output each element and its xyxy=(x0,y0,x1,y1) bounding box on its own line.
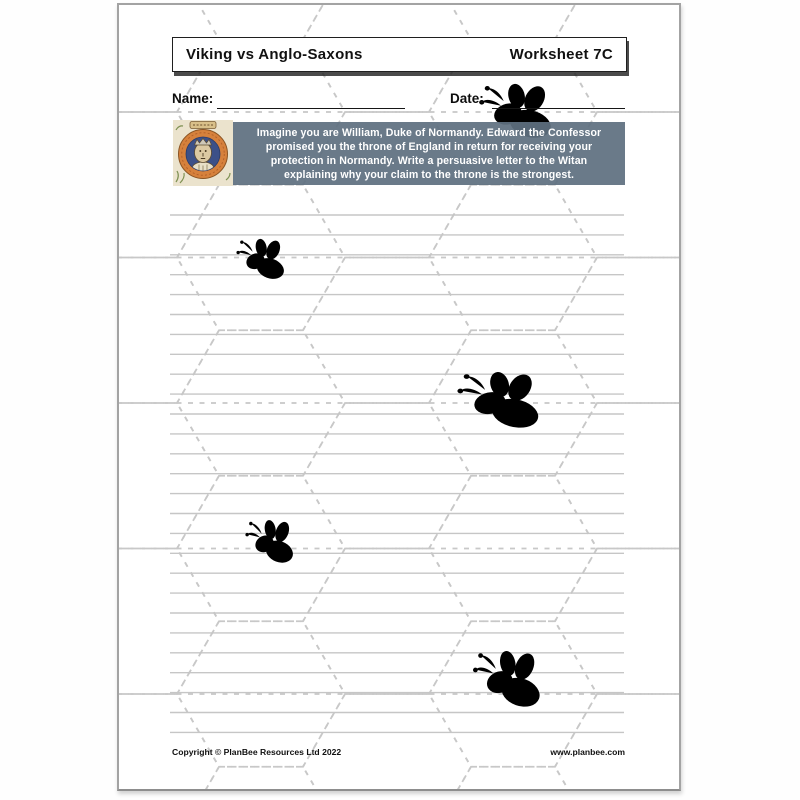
instruction-box xyxy=(233,122,625,185)
worksheet-title: Viking vs Anglo-Saxons xyxy=(186,46,363,63)
instruction-line: Imagine you are William, Duke of Normandy. Edward the Confessor xyxy=(256,126,602,139)
name-label: Name: xyxy=(172,91,214,106)
name-field-line xyxy=(217,89,405,109)
william-duke-seal-image xyxy=(173,120,233,186)
bee-icon xyxy=(471,647,551,711)
footer-website: www.planbee.com xyxy=(550,747,625,757)
instruction-line: protection in Normandy. Write a persuasive letter to the Witan xyxy=(270,154,588,167)
instruction-line: explaining why your claim to the throne is the strongest. xyxy=(283,168,574,181)
worksheet-header-bar xyxy=(172,37,627,72)
bee-icon xyxy=(455,368,552,432)
name-date-row xyxy=(119,89,679,113)
bee-icon xyxy=(244,517,301,566)
date-field-line xyxy=(492,89,625,109)
instruction-line: promised you the throne of England in return for receiving your xyxy=(265,140,593,153)
bee-icon xyxy=(235,236,292,282)
worksheet-page xyxy=(117,3,681,791)
date-label: Date: xyxy=(450,91,484,106)
footer xyxy=(119,747,679,757)
worksheet-number: Worksheet 7C xyxy=(509,46,613,63)
footer-copyright: Copyright © PlanBee Resources Ltd 2022 xyxy=(172,747,342,757)
